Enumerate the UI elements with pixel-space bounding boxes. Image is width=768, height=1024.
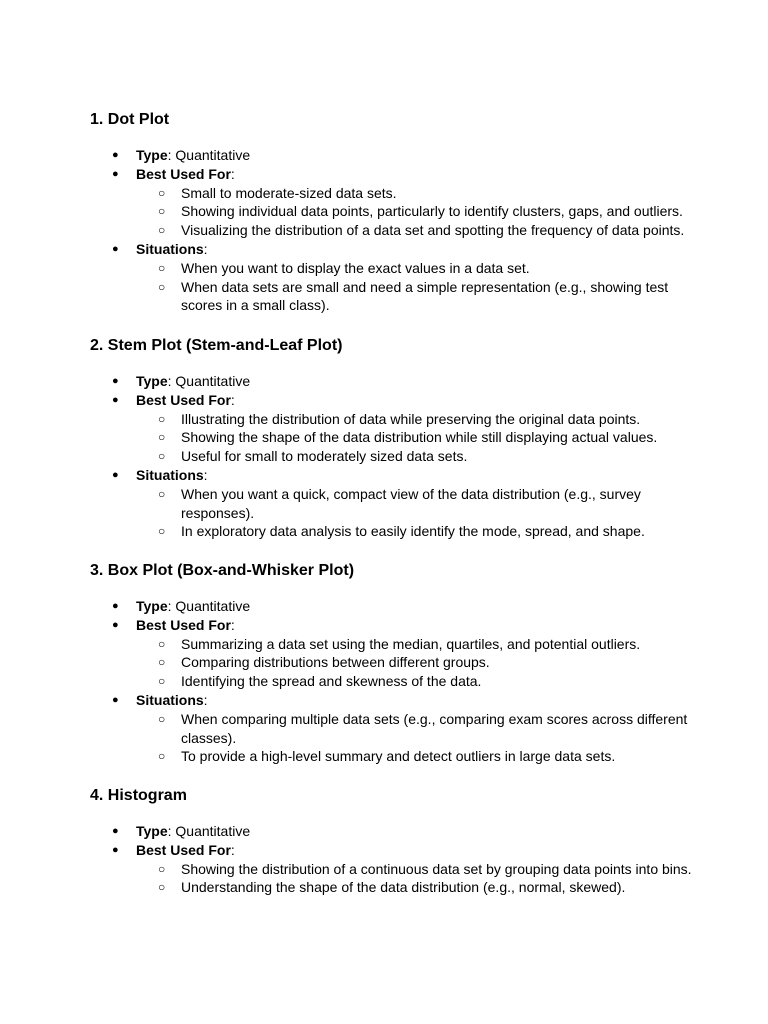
hollow-bullet-icon: ○ [158,636,166,651]
sub-list-item [136,635,710,654]
label-colon: : [203,691,208,708]
hollow-bullet-icon: ○ [158,674,166,689]
section-heading: 3. Box Plot (Box-and-Whisker Plot) [90,562,355,579]
bullet-icon: ● [112,618,119,631]
list-item-type [90,822,710,841]
sub-list-item [136,428,710,447]
list-item-best-used-for [90,841,710,897]
hollow-bullet-icon: ○ [158,711,166,726]
sub-item-text: Comparing distributions between different groups. [181,654,490,671]
list-item-best-used-for [90,165,710,240]
hollow-bullet-icon: ○ [158,279,166,294]
list-item-type [90,372,710,391]
situations-label: Situations [136,691,204,708]
section-box-plot [90,561,710,766]
label-colon: : [230,616,235,633]
bullet-icon: ● [112,149,119,161]
hollow-bullet-icon: ○ [158,204,166,219]
sub-item-text: When you want to display the exact values in a data set. [181,259,530,276]
sub-list-item [136,259,710,278]
type-label: Type [136,147,168,163]
section-stem-plot [90,336,710,541]
label-colon: : [230,841,235,858]
type-label: Type [136,598,168,614]
sub-list [136,710,710,766]
list-item-situations [90,240,710,315]
sub-list [136,184,710,240]
hollow-bullet-icon: ○ [158,223,166,238]
sub-list-item [136,672,710,691]
best-used-for-label: Best Used For [136,391,231,408]
type-label: Type [136,373,168,389]
sub-list-item [136,710,710,748]
sub-item-text: When comparing multiple data sets (e.g., comparing exam scores across different classes). [181,710,688,746]
section-list [90,597,710,766]
sub-list [136,860,710,898]
bullet-icon: ● [112,393,119,406]
list-item-best-used-for [90,616,710,691]
list-item-type [90,597,710,616]
situations-label: Situations [136,466,204,483]
list-item-situations [90,691,710,766]
hollow-bullet-icon: ○ [158,655,166,670]
section-list [90,822,710,897]
bullet-icon: ● [112,825,119,837]
sub-item-text: Small to moderate-sized data sets. [181,184,397,201]
sub-list-item [136,878,710,897]
bullet-icon: ● [112,843,119,856]
sub-item-text: Illustrating the distribution of data while preserving the original data points. [181,410,641,427]
label-colon: : [230,165,235,182]
hollow-bullet-icon: ○ [158,486,166,501]
list-item-best-used-for [90,391,710,466]
sub-list-item [136,184,710,203]
list-item-situations [90,466,710,541]
sub-list-item [136,202,710,221]
sub-item-text: To provide a high-level summary and detect outliers in large data sets. [181,748,616,765]
sub-item-text: In exploratory data analysis to easily identify the mode, spread, and shape. [181,523,645,540]
bullet-icon: ● [112,693,119,706]
sub-item-text: Identifying the spread and skewness of the data. [181,673,482,690]
sub-list [136,259,710,315]
section-list [90,146,710,315]
sub-list-item [136,522,710,541]
section-histogram [90,786,710,897]
sub-item-text: Useful for small to moderately sized data sets. [181,448,468,465]
hollow-bullet-icon: ○ [158,185,166,200]
label-colon: : [203,466,208,483]
list-item-type [90,146,710,165]
type-value: : Quantitative [167,598,251,614]
sub-list-item [136,221,710,240]
section-heading: 4. Histogram [90,787,187,804]
sub-item-text: Showing the distribution of a continuous data set by grouping data points into bins. [181,860,692,877]
sub-list-item [136,860,710,879]
sub-list-item [136,653,710,672]
sub-item-text: Showing individual data points, particularly to identify clusters, gaps, and outliers. [181,203,683,220]
sub-list [136,410,710,466]
type-label: Type [136,823,168,839]
sub-item-text: When you want a quick, compact view of the data distribution (e.g., survey responses). [181,485,641,521]
hollow-bullet-icon: ○ [158,880,166,895]
hollow-bullet-icon: ○ [158,524,166,539]
section-dot-plot [90,110,710,315]
hollow-bullet-icon: ○ [158,749,166,764]
hollow-bullet-icon: ○ [158,430,166,445]
best-used-for-label: Best Used For [136,616,231,633]
hollow-bullet-icon: ○ [158,449,166,464]
sub-list [136,485,710,541]
sub-list-item [136,485,710,523]
sub-item-text: Showing the shape of the data distribution while still displaying actual values. [181,429,658,446]
section-heading: 2. Stem Plot (Stem-and-Leaf Plot) [90,337,343,354]
type-value: : Quantitative [167,373,251,389]
section-heading: 1. Dot Plot [90,111,170,128]
label-colon: : [203,240,208,257]
best-used-for-label: Best Used For [136,841,231,858]
type-value: : Quantitative [167,823,251,839]
best-used-for-label: Best Used For [136,165,231,182]
bullet-icon: ● [112,468,119,481]
label-colon: : [230,391,235,408]
section-list [90,372,710,541]
sub-item-text: Summarizing a data set using the median, quartiles, and potential outliers. [181,635,641,652]
hollow-bullet-icon: ○ [158,260,166,275]
sub-item-text: Understanding the shape of the data distribution (e.g., normal, skewed). [181,879,626,896]
hollow-bullet-icon: ○ [158,861,166,876]
sub-item-text: Visualizing the distribution of a data set and spotting the frequency of data points. [181,222,685,239]
sub-item-text: When data sets are small and need a simple representation (e.g., showing test scores in a small class). [181,278,669,314]
bullet-icon: ● [112,600,119,612]
sub-list-item [136,410,710,429]
bullet-icon: ● [112,242,119,255]
bullet-icon: ● [112,167,119,180]
type-value: : Quantitative [167,147,251,163]
hollow-bullet-icon: ○ [158,411,166,426]
situations-label: Situations [136,240,204,257]
sub-list-item [136,747,710,766]
sub-list-item [136,278,710,316]
sub-list-item [136,447,710,466]
bullet-icon: ● [112,375,119,387]
sub-list [136,635,710,691]
